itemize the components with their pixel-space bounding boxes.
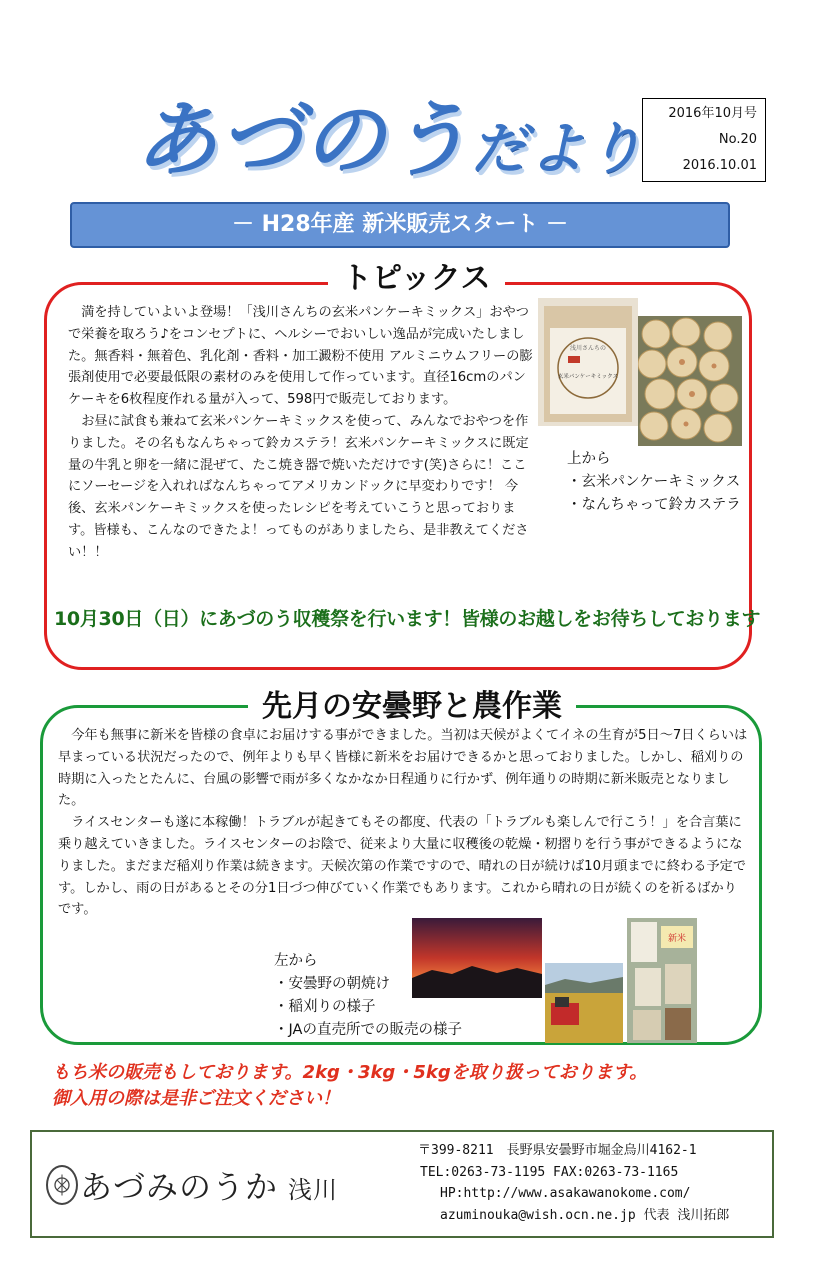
newsletter-title bbox=[135, 93, 645, 188]
caption-line: ・稲刈りの様子 bbox=[274, 999, 376, 1015]
bag-maker-text: 浅川さんちの bbox=[569, 345, 607, 352]
issue-month: 2016年10月号 bbox=[668, 106, 757, 121]
brand-name bbox=[80, 1162, 338, 1208]
brand-sub: 浅川 bbox=[288, 1176, 339, 1204]
farm-heading: 先月の安曇野と農作業 bbox=[248, 690, 576, 724]
harvest-photo bbox=[545, 963, 623, 1043]
caption-line: ・安曇野の朝焼け bbox=[274, 976, 390, 992]
title-large: あづのう bbox=[135, 93, 471, 188]
topics-paragraph: 満を持していよいよ登場！「浅川さんちの玄米パンケーキミックス」おやつで栄養を取ろう♪をコンセプトに、ヘルシーでおいしい逸品が完成いたしました。無香料・無着色、乳化剤・香料・加工澱粉不使用 アルミニウムフリーの膨張剤使用で必要最低限の素材のみを使用して作っています。直径16cmのパンケーキを6枚程度作れる量が入って、598円で販売しております。 bbox=[68, 305, 533, 408]
pancake-mix-photo bbox=[538, 298, 638, 426]
farm-paragraph: 今年も無事に新米を皆様の食卓にお届けする事ができました。当初は天候がよくてイネの生育が5日～7日くらいは早まっている状況だったので、例年よりも早く皆様に新米をお届けできるかと思っておりました。しかし、稲刈りの時期に入ったとたんに、台風の影響で雨が多くなかなか日程通りに行かず、例年通りの時期に新米販売となりました。 bbox=[58, 728, 748, 809]
caption-line: ・なんちゃって鈴カステラ bbox=[567, 497, 741, 513]
rice-seal-icon bbox=[46, 1165, 78, 1205]
contact-details bbox=[418, 1140, 729, 1226]
sunrise-photo bbox=[412, 918, 542, 998]
title-small: だより bbox=[471, 117, 645, 182]
brand-main: あづみのうか bbox=[80, 1168, 279, 1206]
new-rice-banner: － H28年産 新米販売スタート － bbox=[70, 202, 730, 248]
mochi-rice-notice bbox=[52, 1060, 647, 1112]
farm-body bbox=[58, 725, 748, 921]
farm-paragraph: ライスセンターも遂に本稼働！トラブルが起きてもその都度、代表の「トラブルも楽しんで行こう！」を合言葉に乗り越えていきました。ライスセンターのお陰で、従来より大量に収穫後の乾燥・籾摺りを行う事ができるようになりました。まだまだ稲刈り作業は続きます。天候次第の作業ですので、晴れの日が続けば10月頭までに終わる予定です。しかし、雨の日があるとその分1日づつ伸びていく作業でもあります。これから晴れの日が続くのを祈るばかりです。 bbox=[58, 815, 747, 918]
caption-line: ・JAの直売所での販売の様子 bbox=[274, 1022, 462, 1038]
email-representative[interactable]: azuminouka@wish.ocn.ne.jp 代表 浅川拓郎 bbox=[440, 1207, 730, 1223]
phone-fax: TEL:0263-73-1195 FAX:0263-73-1165 bbox=[420, 1164, 679, 1180]
homepage-link[interactable]: HP:http://www.asakawanokome.com/ bbox=[440, 1186, 691, 1201]
castella-photo bbox=[638, 316, 742, 446]
topics-body bbox=[68, 302, 538, 564]
issue-date: 2016.10.01 bbox=[682, 158, 757, 173]
caption-line: ・玄米パンケーキミックス bbox=[567, 474, 741, 490]
topics-heading: トピックス bbox=[328, 262, 505, 296]
bag-label-text: 玄米パンケーキミックス bbox=[557, 374, 619, 380]
issue-number: No.20 bbox=[718, 132, 757, 147]
topics-photo-caption bbox=[567, 448, 741, 517]
issue-info-box bbox=[642, 98, 766, 182]
topics-paragraph: お昼に試食も兼ねて玄米パンケーキミックスを使って、みんなでおやつを作りました。その名もなんちゃって鈴カステラ！玄米パンケーキミックスに既定量の牛乳と卵を一緒に混ぜて、たこ焼き器で焼いただけです(笑)さらに！ここにソーセージを入れればなんちゃってアメリカンドックに早変わりです！ 今後、玄米パンケーキミックスを使ったレシピを考えていこうと思っております。皆様も、こんなのできたよ！ってものがありましたら、是非教えてください！！ bbox=[68, 413, 529, 560]
caption-line: 左から bbox=[274, 953, 318, 969]
shop-sign-text: 新米 bbox=[667, 934, 687, 944]
mochi-line-2: 御入用の際は是非ご注文ください！ bbox=[52, 1088, 340, 1109]
caption-line: 上から bbox=[567, 451, 611, 467]
mochi-line-1: もち米の販売もしております。2kg・3kg・5kgを取り扱っております。 bbox=[52, 1062, 648, 1083]
postal-address: 〒399-8211 長野県安曇野市堀金烏川4162-1 bbox=[418, 1143, 697, 1158]
shop-photo bbox=[627, 918, 697, 1043]
festival-announcement: 10月30日（日）にあづのう収穫祭を行います！皆様のお越しをお待ちしております bbox=[54, 608, 761, 630]
